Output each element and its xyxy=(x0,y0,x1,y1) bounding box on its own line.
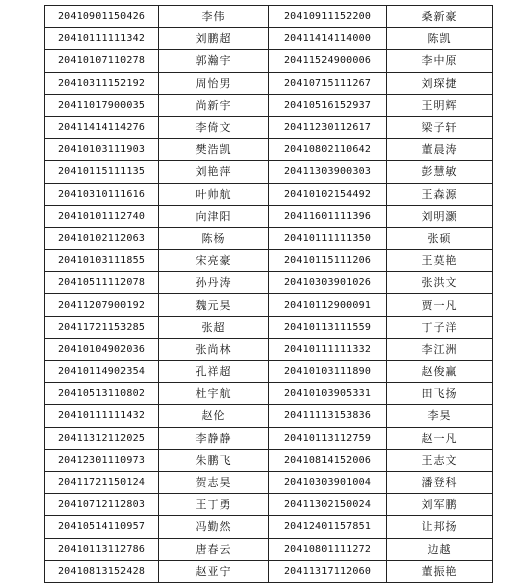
table-row xyxy=(45,50,493,72)
student-name-cell: 孙丹涛 xyxy=(159,272,269,294)
student-roster-table xyxy=(44,5,493,583)
student-name-cell: 贾一凡 xyxy=(387,294,493,316)
student-id-cell: 20411414114276 xyxy=(45,116,159,138)
student-id-cell: 20411414114000 xyxy=(269,28,387,50)
student-name-cell: 刘鹏超 xyxy=(159,28,269,50)
student-id-cell: 20410111111350 xyxy=(269,227,387,249)
student-name-cell: 彭慧敏 xyxy=(387,161,493,183)
student-name-cell: 潘登科 xyxy=(387,471,493,493)
table-row xyxy=(45,294,493,316)
student-id-cell: 20410814152006 xyxy=(269,449,387,471)
student-name-cell: 赵俊赢 xyxy=(387,361,493,383)
student-id-cell: 20410103111903 xyxy=(45,139,159,161)
student-name-cell: 尚新宇 xyxy=(159,94,269,116)
student-id-cell: 20410104902036 xyxy=(45,338,159,360)
student-name-cell: 王丁勇 xyxy=(159,494,269,516)
table-row xyxy=(45,250,493,272)
table-row xyxy=(45,338,493,360)
student-id-cell: 20410113112786 xyxy=(45,538,159,560)
student-id-cell: 20410102154492 xyxy=(269,183,387,205)
student-id-cell: 20411113153836 xyxy=(269,405,387,427)
student-id-cell: 20410113112759 xyxy=(269,427,387,449)
student-id-cell: 20411601111396 xyxy=(269,205,387,227)
student-name-cell: 陈杨 xyxy=(159,227,269,249)
student-id-cell: 20410103111890 xyxy=(269,361,387,383)
student-id-cell: 20410813152428 xyxy=(45,560,159,582)
student-id-cell: 20411303900303 xyxy=(269,161,387,183)
student-id-cell: 20410901150426 xyxy=(45,6,159,28)
student-id-cell: 20411207900192 xyxy=(45,294,159,316)
table-row xyxy=(45,361,493,383)
table-row xyxy=(45,72,493,94)
student-name-cell: 李昊 xyxy=(387,405,493,427)
table-row xyxy=(45,494,493,516)
student-name-cell: 贺志昊 xyxy=(159,471,269,493)
student-id-cell: 20410712112803 xyxy=(45,494,159,516)
student-name-cell: 李伟 xyxy=(159,6,269,28)
student-name-cell: 张洪文 xyxy=(387,272,493,294)
student-id-cell: 20410102112063 xyxy=(45,227,159,249)
student-name-cell: 董晨涛 xyxy=(387,139,493,161)
student-name-cell: 丁子洋 xyxy=(387,316,493,338)
student-id-cell: 20410303901004 xyxy=(269,471,387,493)
student-id-cell: 20410103905331 xyxy=(269,383,387,405)
student-name-cell: 魏元昊 xyxy=(159,294,269,316)
student-name-cell: 张硕 xyxy=(387,227,493,249)
table-row xyxy=(45,139,493,161)
table-row xyxy=(45,94,493,116)
student-name-cell: 朱鹏飞 xyxy=(159,449,269,471)
student-id-cell: 20410516152937 xyxy=(269,94,387,116)
roster-body xyxy=(45,6,493,583)
student-name-cell: 李江洲 xyxy=(387,338,493,360)
student-id-cell: 20410115111206 xyxy=(269,250,387,272)
student-id-cell: 20410715111267 xyxy=(269,72,387,94)
student-name-cell: 张尚林 xyxy=(159,338,269,360)
student-name-cell: 桑新豪 xyxy=(387,6,493,28)
student-id-cell: 20411302150024 xyxy=(269,494,387,516)
student-name-cell: 刘琛捷 xyxy=(387,72,493,94)
student-id-cell: 20412401157851 xyxy=(269,516,387,538)
student-name-cell: 刘艳萍 xyxy=(159,161,269,183)
student-id-cell: 20410113111559 xyxy=(269,316,387,338)
student-id-cell: 20410114902354 xyxy=(45,361,159,383)
student-name-cell: 叶帅航 xyxy=(159,183,269,205)
student-name-cell: 王莫艳 xyxy=(387,250,493,272)
table-row xyxy=(45,272,493,294)
student-id-cell: 20410511112078 xyxy=(45,272,159,294)
table-row xyxy=(45,227,493,249)
table-row xyxy=(45,316,493,338)
student-name-cell: 董振艳 xyxy=(387,560,493,582)
student-id-cell: 20410911152200 xyxy=(269,6,387,28)
table-row xyxy=(45,161,493,183)
table-row xyxy=(45,516,493,538)
student-id-cell: 20410111111332 xyxy=(269,338,387,360)
student-name-cell: 王森源 xyxy=(387,183,493,205)
student-id-cell: 20410107110278 xyxy=(45,50,159,72)
student-name-cell: 张超 xyxy=(159,316,269,338)
student-id-cell: 20410513110802 xyxy=(45,383,159,405)
student-id-cell: 20410311152192 xyxy=(45,72,159,94)
student-name-cell: 冯勤然 xyxy=(159,516,269,538)
table-row xyxy=(45,538,493,560)
student-id-cell: 20411017900035 xyxy=(45,94,159,116)
student-name-cell: 宋亮豪 xyxy=(159,250,269,272)
student-id-cell: 20411312112025 xyxy=(45,427,159,449)
student-name-cell: 王志文 xyxy=(387,449,493,471)
student-name-cell: 赵亚宁 xyxy=(159,560,269,582)
student-name-cell: 杜宇航 xyxy=(159,383,269,405)
student-name-cell: 周怡男 xyxy=(159,72,269,94)
student-name-cell: 刘明灏 xyxy=(387,205,493,227)
table-row xyxy=(45,383,493,405)
table-row xyxy=(45,205,493,227)
student-id-cell: 20410514110957 xyxy=(45,516,159,538)
table-row xyxy=(45,405,493,427)
student-id-cell: 20410111111342 xyxy=(45,28,159,50)
table-row xyxy=(45,28,493,50)
student-name-cell: 边越 xyxy=(387,538,493,560)
student-id-cell: 20411721153285 xyxy=(45,316,159,338)
student-id-cell: 20410101112740 xyxy=(45,205,159,227)
student-id-cell: 20411524900006 xyxy=(269,50,387,72)
student-id-cell: 20410303901026 xyxy=(269,272,387,294)
student-name-cell: 李倚文 xyxy=(159,116,269,138)
student-id-cell: 20410111111432 xyxy=(45,405,159,427)
student-name-cell: 李中原 xyxy=(387,50,493,72)
table-row xyxy=(45,427,493,449)
table-row xyxy=(45,183,493,205)
table-row xyxy=(45,6,493,28)
student-id-cell: 20410112900091 xyxy=(269,294,387,316)
student-id-cell: 20412301110973 xyxy=(45,449,159,471)
student-name-cell: 刘军鹏 xyxy=(387,494,493,516)
student-id-cell: 20410310111616 xyxy=(45,183,159,205)
table-row xyxy=(45,560,493,582)
student-name-cell: 田飞扬 xyxy=(387,383,493,405)
student-name-cell: 让邦扬 xyxy=(387,516,493,538)
student-id-cell: 20411721150124 xyxy=(45,471,159,493)
student-name-cell: 孔祥超 xyxy=(159,361,269,383)
student-id-cell: 20411230112617 xyxy=(269,116,387,138)
student-id-cell: 20410115111135 xyxy=(45,161,159,183)
student-id-cell: 20411317112060 xyxy=(269,560,387,582)
student-name-cell: 赵伦 xyxy=(159,405,269,427)
student-name-cell: 梁子轩 xyxy=(387,116,493,138)
student-name-cell: 李静静 xyxy=(159,427,269,449)
student-name-cell: 陈凯 xyxy=(387,28,493,50)
student-id-cell: 20410802110642 xyxy=(269,139,387,161)
student-name-cell: 郭瀚宇 xyxy=(159,50,269,72)
student-name-cell: 樊浩凯 xyxy=(159,139,269,161)
student-name-cell: 向津阳 xyxy=(159,205,269,227)
table-row xyxy=(45,449,493,471)
student-id-cell: 20410801111272 xyxy=(269,538,387,560)
student-name-cell: 王明辉 xyxy=(387,94,493,116)
student-name-cell: 唐春云 xyxy=(159,538,269,560)
table-row xyxy=(45,471,493,493)
table-row xyxy=(45,116,493,138)
student-name-cell: 赵一凡 xyxy=(387,427,493,449)
student-id-cell: 20410103111855 xyxy=(45,250,159,272)
